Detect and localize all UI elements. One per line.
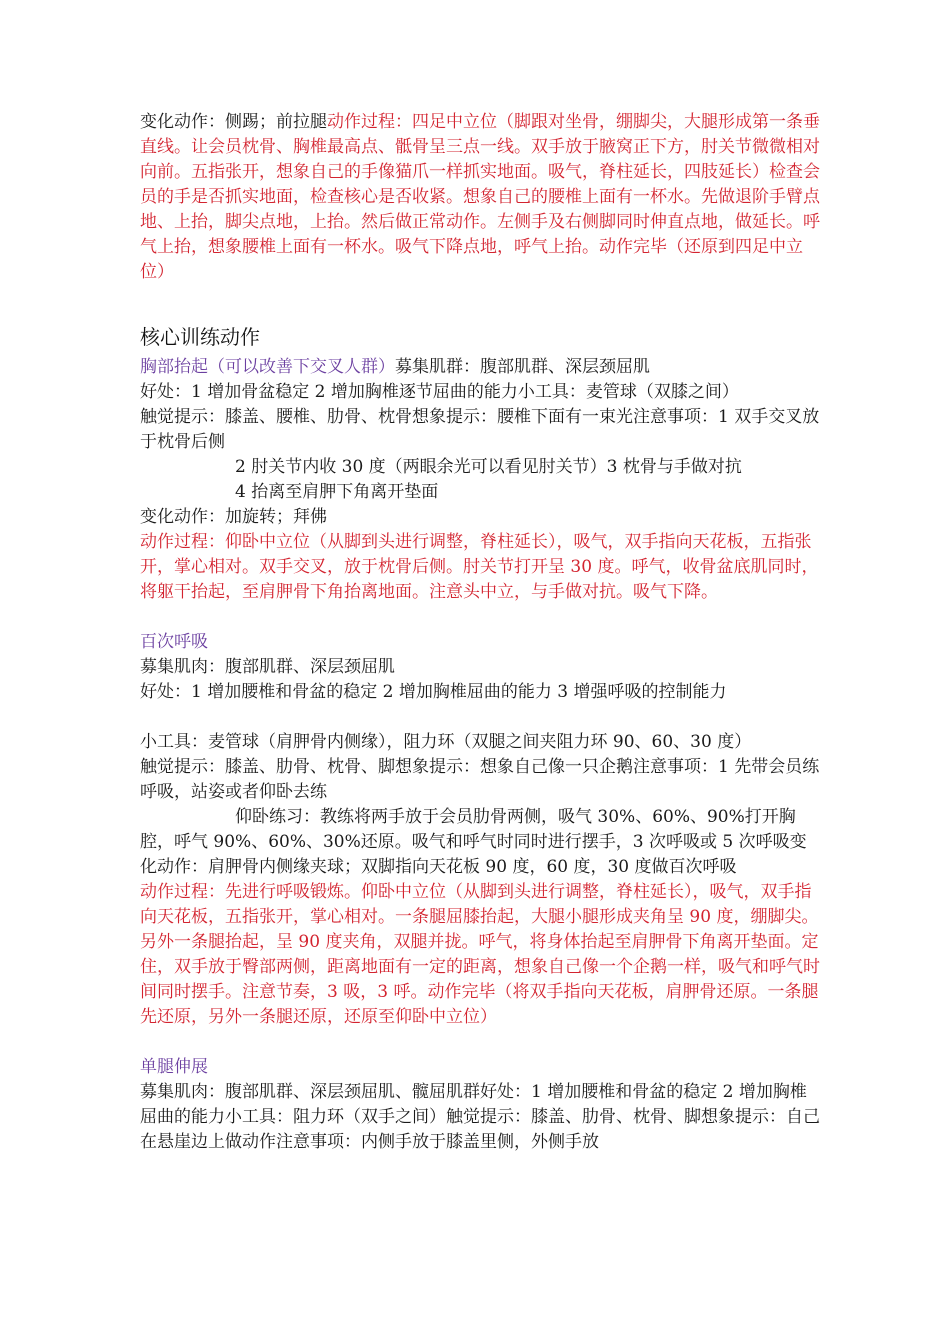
hundred-title: 百次呼吸: [140, 632, 208, 652]
core-training-heading: 核心训练动作: [140, 325, 260, 349]
variation-process-paragraph: [140, 110, 820, 285]
chest-lift-title: 胸部抬起（可以改善下交叉人群）: [140, 357, 395, 377]
hundred-tools: 小工具：麦管球（肩胛骨内侧缘），阻力环（双腿之间夹阻力环 90、60、30 度）: [140, 732, 752, 752]
hundred-cues: 触觉提示：膝盖、肋骨、枕骨、脚想象提示：想象自己像一只企鹅注意事项：1 先带会员练呼吸，站姿或者仰卧去练: [140, 757, 820, 802]
chest-lift-benefit: 好处：1 增加骨盆稳定 2 增加胸椎逐节屈曲的能力小工具：麦管球（双膝之间）: [140, 382, 739, 402]
single-leg-body: 募集肌肉：腹部肌群、深层颈屈肌、髋屈肌群好处：1 增加腰椎和骨盆的稳定 2 增加胸椎屈曲的能力小工具：阻力环（双手之间）触觉提示：膝盖、肋骨、枕骨、脚想象提示：自己在悬崖边上做动作注意事项：内侧手放于膝盖里侧，外侧手放: [140, 1082, 820, 1152]
hundred-muscles: 募集肌肉：腹部肌群、深层颈屈肌: [140, 657, 395, 677]
document-page: [140, 110, 820, 1155]
hundred-practice: 仰卧练习：教练将两手放于会员肋骨两侧，吸气 30%、60%、90%打开胸腔，呼气 90%、60%、30%还原。吸气和呼气时同时进行摆手，3 次呼吸或 5 次呼吸变化动作：肩胛骨内侧缘夹球；双脚指向天花板 90 度，60 度，30 度做百次呼吸: [140, 807, 807, 877]
hundred-benefit: 好处：1 增加腰椎和骨盆的稳定 2 增加胸椎屈曲的能力 3 增强呼吸的控制能力: [140, 682, 727, 702]
process-text: 动作过程：四足中立位（脚跟对坐骨，绷脚尖，大腿形成第一条垂直线。让会员枕骨、胸椎最高点、骶骨呈三点一线。双手放于腋窝正下方，肘关节微微相对向前。五指张开，想象自己的手像猫爪一样抓实地面。吸气，脊柱延长，四肢延长）检查会员的手是否抓实地面，检查核心是否收紧。想象自己的腰椎上面有一杯水。先做退阶手臂点地、上抬，脚尖点地，上抬。然后做正常动作。左侧手及右侧脚同时伸直点地，做延长。呼气上抬，想象腰椎上面有一杯水。吸气下降点地，呼气上抬。动作完毕（还原到四足中立位）: [140, 112, 820, 282]
hundred-process: 动作过程：先进行呼吸锻炼。仰卧中立位（从脚到头进行调整，脊柱延长），吸气，双手指向天花板，五指张开，掌心相对。一条腿屈膝抬起，大腿小腿形成夹角呈 90 度，绷脚尖。另外一条腿抬起，呈 90 度夹角，双腿并拢。呼气，将身体抬起至肩胛骨下角离开垫面。定住，双手放于臀部两侧，距离地面有一定的距离，想象自己像一个企鹅一样，吸气和呼气时间同时摆手。注意节奏，3 吸，3 呼。动作完毕（将双手指向天花板，肩胛骨还原。一条腿先还原，另外一条腿还原，还原至仰卧中立位）: [140, 882, 820, 1027]
variation-intro: 变化动作：侧踢；前拉腿: [140, 112, 327, 132]
chest-lift-cues: 触觉提示：膝盖、腰椎、肋骨、枕骨想象提示：腰椎下面有一束光注意事项：1 双手交叉放于枕骨后侧: [140, 407, 820, 452]
single-leg-title: 单腿伸展: [140, 1057, 208, 1077]
chest-lift-muscles: 募集肌群：腹部肌群、深层颈屈肌: [395, 357, 650, 377]
chest-lift-note-3: 4 抬离至肩胛下角离开垫面: [235, 482, 439, 502]
chest-lift-note-2: 2 肘关节内收 30 度（两眼余光可以看见肘关节）3 枕骨与手做对抗: [235, 457, 742, 477]
chest-lift-process: 动作过程：仰卧中立位（从脚到头进行调整，脊柱延长），吸气，双手指向天花板，五指张开，掌心相对。双手交叉，放于枕骨后侧。肘关节打开呈 30 度。呼气，收骨盆底肌同时，将躯干抬起，至肩胛骨下角抬离地面。注意头中立，与手做对抗。吸气下降。: [140, 532, 819, 602]
chest-lift-title-line: [140, 355, 820, 380]
chest-lift-variation: 变化动作：加旋转；拜佛: [140, 507, 327, 527]
